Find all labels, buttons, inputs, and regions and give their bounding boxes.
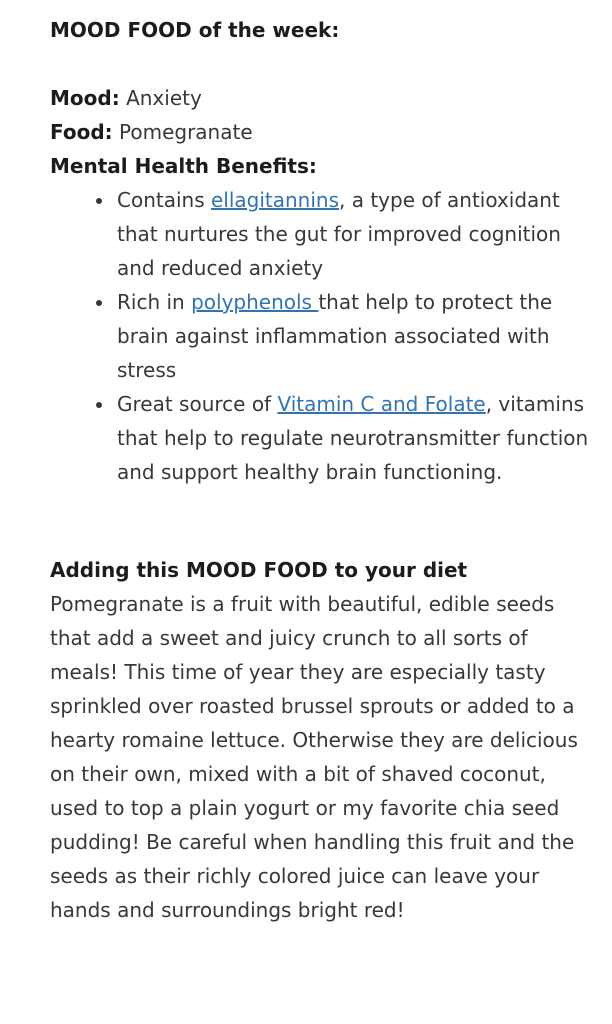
benefit-text: Rich in xyxy=(117,290,192,314)
benefits-heading: Mental Health Benefits: xyxy=(50,154,317,178)
benefit-text: that help to protect the brain against inflammation associated with stress xyxy=(117,290,553,382)
food-value: Pomegranate xyxy=(119,120,253,144)
benefit-item xyxy=(115,183,592,285)
section-gap xyxy=(50,489,592,553)
blank-line xyxy=(50,47,592,81)
mood-value: Anxiety xyxy=(126,86,202,110)
benefit-text: Contains xyxy=(117,188,211,212)
mood-label: Mood: xyxy=(50,86,120,110)
polyphenols-link[interactable]: polyphenols xyxy=(191,290,319,314)
food-label: Food: xyxy=(50,120,113,144)
food-line xyxy=(50,115,592,149)
benefit-text: , a type of antioxidant that nurtures the gut for improved cognition and reduced anxiety xyxy=(117,188,561,280)
diet-heading: Adding this MOOD FOOD to your diet xyxy=(50,558,468,582)
benefit-item xyxy=(115,387,592,489)
diet-paragraph: Pomegranate is a fruit with beautiful, edible seeds that add a sweet and juicy crunch to all sorts of meals! This time of year they are especially tasty sprinkled over roasted brussel sprouts or added to a hearty romaine lettuce. Otherwise they are delicious on their own, mixed with a bit of shaved coconut, used to top a plain yogurt or my favorite chia seed pudding! Be careful when handling this fruit and the seeds as their richly colored juice can leave your hands and surroundings bright red! xyxy=(50,592,578,922)
vitamin-c-and-folate-link[interactable]: Vitamin C and Folate xyxy=(277,392,486,416)
benefit-text: Great source of xyxy=(117,392,278,416)
benefits-list xyxy=(50,183,592,489)
benefit-item xyxy=(115,285,592,387)
mood-line xyxy=(50,81,592,115)
benefit-text: , vitamins that help to regulate neurotransmitter function and support healthy brain functioning. xyxy=(117,392,589,484)
ellagitannins-link[interactable]: ellagitannins xyxy=(210,188,340,212)
page-title: MOOD FOOD of the week: xyxy=(50,18,340,42)
